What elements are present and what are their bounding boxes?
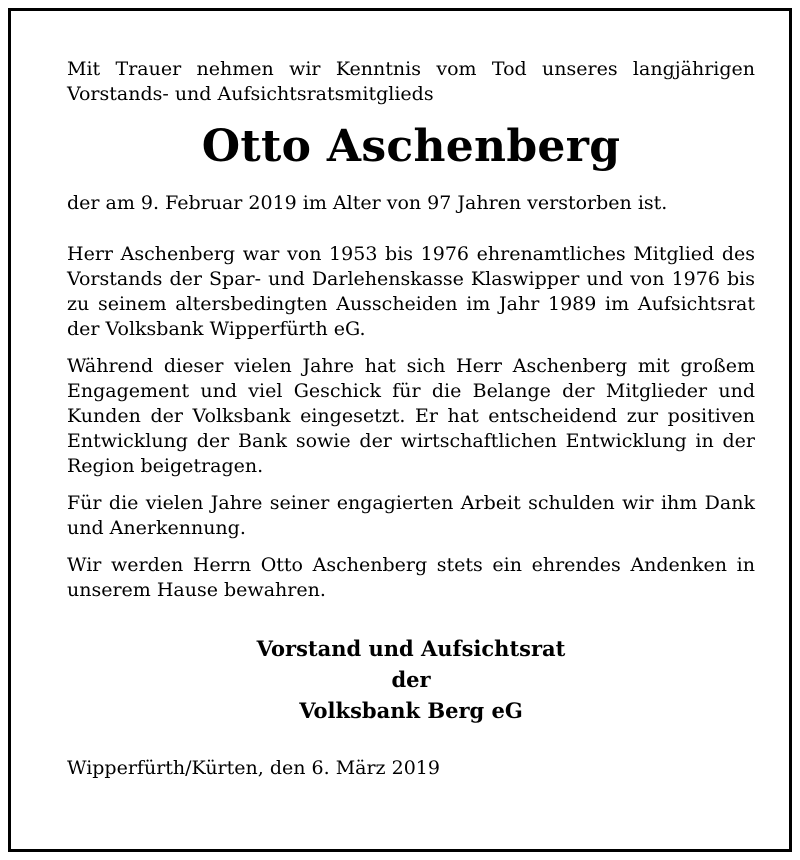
remembrance-paragraph: Wir werden Herrn Otto Aschenberg stets ein ehrendes Andenken in unserem Hause bewahren. (67, 554, 755, 601)
notice-frame (8, 8, 792, 852)
career-paragraph: Herr Aschenberg war von 1953 bis 1976 ehrenamtliches Mitglied des Vorstands der Spar- und Darlehenskasse Klaswipper und von 1976 bis zu seinem altersbedingten Ausscheiden im Jahr 1989 im Aufsichtsrat der Volksbank Wipperfürth eG. (67, 243, 755, 340)
signature-line-2: der (391, 667, 431, 692)
deceased-name: Otto Aschenberg (201, 121, 621, 172)
signature-line-3: Volksbank Berg eG (299, 698, 523, 723)
signature-line-1: Vorstand und Aufsichtsrat (256, 636, 566, 661)
merit-paragraph: Während dieser vielen Jahre hat sich Herr Aschenberg mit großem Engagement und viel Geschick für die Belange der Mitglieder und Kunden der Volksbank eingesetzt. Er hat entscheidend zur positiven Entwicklung der Bank sowie der wirtschaftlichen Entwicklung in der Region beigetragen. (67, 355, 755, 477)
place-date: Wipperfürth/Kürten, den 6. März 2019 (67, 757, 440, 779)
intro-text: Mit Trauer nehmen wir Kenntnis vom Tod unseres langjährigen Vorstands- und Aufsichtsratsmitglieds (67, 58, 755, 105)
death-date-line: der am 9. Februar 2019 im Alter von 97 Jahren verstorben ist. (67, 192, 668, 214)
thanks-paragraph: Für die vielen Jahre seiner engagierten Arbeit schulden wir ihm Dank und Anerkennung. (67, 492, 755, 539)
signature-block (67, 633, 755, 726)
notice-content (67, 57, 755, 781)
